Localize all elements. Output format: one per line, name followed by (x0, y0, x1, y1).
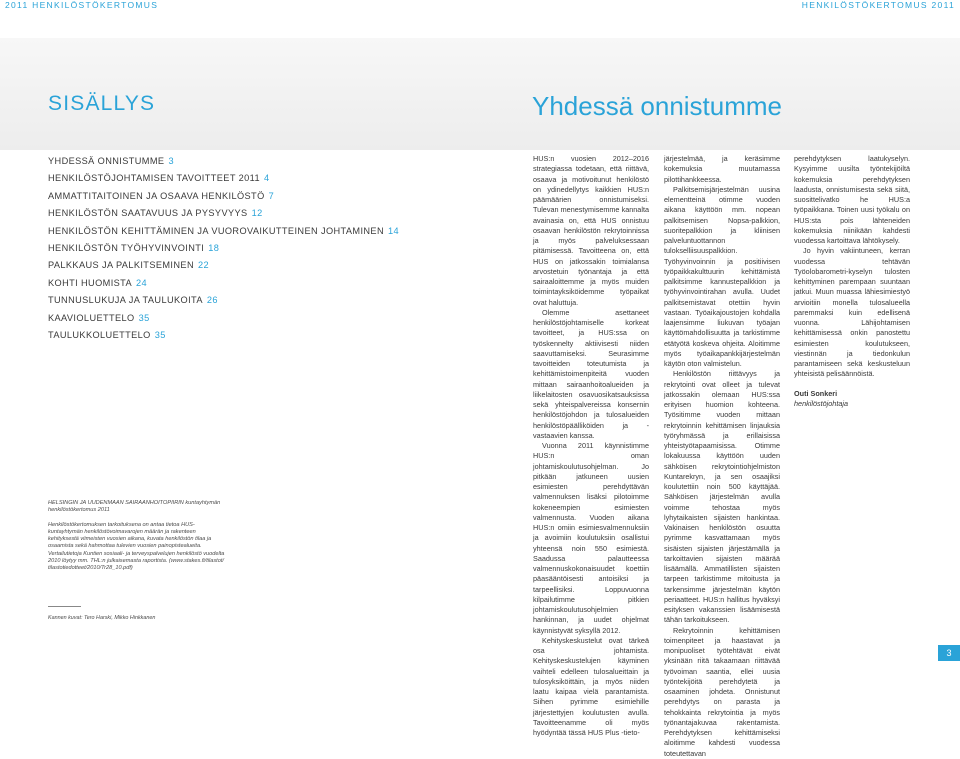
publication-info (48, 500, 228, 580)
toc-item[interactable] (48, 295, 348, 312)
article-paragraph: järjestelmää, ja keräsimme kokemuksia muutamassa pilottihankkeessa. (664, 154, 780, 184)
toc-item-page: 35 (138, 312, 150, 323)
article-paragraph: Henkilöstön riittävyys ja rekrytointi ovat olleet ja tulevat jatkossakin olemaan HUS:ssa erityisen huomion kohteena. Työsitimme vuoden mittaan rekrytoinnin kehittämisen linjauksia työryhmässä ja erillaisissa yhteistyötapaamisissa. Otimme lokakuussa käyttöön uuden sähköisen rekrytointiohjelmiston Kuntarekryn, ja sen osaajiksi koulutettiin noin 500 käyttäjää. Sähköisen järjestelmän avulla voimme tehostaa myös lyhytaikaisten sijaisten hankintaa. Vakinaisen henkilöstön osuutta pyrimme kasvattamaan myös sisäisten sijaisten järjestämällä ja tarkoittavien sijaisten määrää lisäämällä. Ammatillisten sijaisten tarpeen tarkistimme mitoitusta ja tarkensimme järjestelmän käytön periaatteet. HUS:n hallitus hyväksyi esityksen vakanssien lisäämisestä tähän tarkoitukseen. (664, 369, 780, 625)
article-paragraph: Olemme asettaneet henkilöstöjohtamiselle korkeat tavoitteet, ja HUS:ssa on työskennelty aktiivisesti niiden saavuttamiseksi. Seurasimme tavoitteiden toteutumista ja kehittämistoimenpiteitä vuoden mittaan sairaanhoitoalueiden ja liikelaitosten osavuosikatsauksissa sekä yhteispalvereissa konsernin henkilöstöjohdon ja tulosalueiden henkilöstöpäälliköiden ja -vastaavien kanssa. (533, 307, 649, 440)
article-column-3 (794, 154, 910, 409)
toc-item-label: HENKILÖSTÖN SAATAVUUS JA PYSYVYYS (48, 208, 248, 219)
toc-item-page: 24 (136, 277, 148, 288)
article-paragraph: Palkitsemisjärjestelmän uusina elementteinä otimme vuoden aikana käyttöön mm. nopean palkitsemisen Nopsa-palkkion, suoritepalkkion ja kliinisen palveluntuottannon tulokselliisuuspalkkion. Työhyvinvoinnin ja positiivisen työpaikkakulttuurin kehittämistä palkitsimme kannustepalkkion ja työhyvinvointirahan avulla. Uudet palkitsemistavat otettiin hyvin vastaan. Työaikajoustojen kohdalla laajensimme liukuvan työajan käyttömahdollisuutta ja tarkistimme etätyötä koskeva ohjeita. Aloitimme myös työaikapankkijärjestelmän käytön oton valmistelun. (664, 184, 780, 368)
toc-item[interactable] (48, 313, 348, 330)
toc-item[interactable] (48, 330, 348, 347)
toc-item[interactable] (48, 191, 348, 208)
toc-item-page: 26 (206, 295, 218, 306)
article-title: Yhdessä onnistumme (532, 91, 783, 121)
toc-item-label: PALKKAUS JA PALKITSEMINEN (48, 260, 194, 271)
article-paragraph: Kehityskeskustelut ovat tärkeä osa johtamista. Kehityskeskustelujen käyminen vaihteli edelleen tulosalueittain ja tulosyksiköittäin, ja myös niiden laatu kaipaa vielä parantamista. Siihen pyrimme esimiehille järjestettyjen koulutusten avulla. Tavoitteenamme oli myös hyödyntää tässä HUS Plus -tieto- (533, 635, 649, 737)
table-of-contents (48, 156, 400, 347)
toc-item-label: AMMATTITAITOINEN JA OSAAVA HENKILÖSTÖ (48, 190, 265, 201)
article-paragraph: Jo hyvin vakiintuneen, kerran vuodessa tehtävän Työolobarometri-kyselyn tulosten kehittyminen parempaan suuntaan jatkui. Muun muassa lähiesimiestyö arvioitiin monella tulosalueella paremmaksi kuin edellisenä vuonna. Lähijohtamisen kehittämisessä onkin panostettu esimiesten koulutukseen, viestinnän ja tiedonkulun parantamiseen sekä keskusteluun yhteisistä pelisäännöistä. (794, 246, 910, 379)
photo-credit: Kannen kuvat: Tero Harski, Mikko Hinkkanen (48, 615, 156, 621)
toc-item-label: HENKILÖSTÖN TYÖHYVINVOINTI (48, 242, 205, 253)
article-paragraph: Vuonna 2011 käynnistimme HUS:n oman johtamiskoulutusohjelman. Jo pitkään jatkuneen uusien esimiesten perehdyttävän valmennuksen lisäksi pilotoimme kokeneempien esimiesten valmennusta. Vuoden aikana HUS:n omiin esimiesvalmennuksiin ja avoimiin koulutuksiin osallistui yhteensä noin 550 esimiestä. Saadussa palautteessa valmennuskokonaisuudet koettiin päasääntöisesti antoisiksi ja tarpeellisiksi. Loppuvuonna kilpailutimme pitkien johtamiskoulutusohjelmien hankinnan, ja uudet ohjelmat käynnistyvät syksyllä 2012. (533, 441, 649, 635)
toc-item-page: 18 (208, 242, 220, 253)
signature-name: Outi Sonkeri (794, 388, 838, 398)
article-column-1 (533, 154, 649, 738)
toc-item-page: 7 (268, 190, 275, 201)
toc-item-label: HENKILÖSTÖN KEHITTÄMINEN JA VUOROVAIKUTTEINEN JOHTAMINEN (48, 225, 384, 236)
article-paragraph: HUS:n vuosien 2012–2016 strategiassa todetaan, että riittävä, osaava ja motivoitunut henkilöstö on ydinedellytys kaikkien HUS:n päämäärien onnistumiseksi. Tulevan menestymisemme kannalta avainasia on, että HUS onnistuu osaavan henkilöstön rekrytoinnissa ja myös palveluksessaan pitämisessä. Tavoitteena on, että HUS on jatkossakin toimialansa arvostetuin työnantaja ja että sairaaloittemme ja myös muiden toimintayksiköidemme työpaikat ovat haluttuja. (533, 154, 649, 307)
toc-item-label: HENKILÖSTÖJOHTAMISEN TAVOITTEET 2011 (48, 173, 260, 184)
toc-item[interactable] (48, 243, 348, 260)
article-column-2 (664, 154, 780, 759)
divider (48, 606, 81, 607)
toc-item-label: TAULUKKOLUETTELO (48, 329, 151, 340)
toc-item[interactable] (48, 278, 348, 295)
page-number: 3 (938, 645, 960, 661)
toc-item[interactable] (48, 225, 400, 243)
signature-role: henkilöstöjohtaja (794, 398, 849, 408)
toc-item-page: 22 (197, 260, 210, 271)
toc-item-page: 3 (168, 156, 174, 166)
toc-item-label: TUNNUSLUKUJA JA TAULUKOITA (48, 295, 203, 306)
toc-item-label: KOHTI HUOMISTA (48, 277, 133, 288)
publication-info-body: Henkilöstökertomuksen tarkoituksena on antaa tietoa HUS-kuntayhtymän henkilöstövoimavarojen määrän ja rakenteen kehityksestä viimeisten vuosien aikana, kuvata henkilöstön tilaa ja osaamista sekä hahmottaa tulevien vuosien painopistealueita. Vertailutietoja Kuntien sosiaali- ja terveyspalvelujen henkilöstö vuodelta 2010 löytyy mm. THL:n julkaisemasta raportista. (www.stakes.fi/tilastot/ tilastotiedotteet/2010/Tr28_10.pdf) (48, 521, 225, 572)
toc-item-page: 12 (251, 208, 263, 219)
toc-item[interactable] (48, 173, 348, 190)
toc-item-label: YHDESSÄ ONNISTUMME (48, 156, 165, 166)
article-paragraph: perehdytyksen laatukyselyn. Kysyimme uusilta työntekijöiltä kokemuksia perehdytyksen laadusta, onnistumisesta sekä siitä, suosittelivatko he HUS:a työpaikkana. Toinen uusi työkalu on HUS:sta pois lähteneiden kokemuksia niinikään kahdesti vuodessa kartoittava lähtökysely. (794, 154, 910, 245)
toc-item-page: 14 (388, 225, 400, 236)
toc-item[interactable] (48, 260, 348, 277)
article-paragraph: Rekrytoinnin kehittämisen toimenpiteet ja haastavat ja monipuoliset työtehtävät eivät yksinään riitä takaamaan riittävää työvoiman saantia, ellei uusia työntekijöitä perehdytetä ja osaaminen johdeta. Onnistunut perehdytys on parasta ja tehokkainta rekrytointia ja myös työnantajakuvaa rakentamista. Perehdytyksen kehittämiseksi aloitimme kahdesti vuodessa toteutettavan (664, 625, 780, 758)
toc-item[interactable] (48, 156, 348, 173)
toc-item[interactable] (48, 208, 348, 225)
header-left: 2011 HENKILÖSTÖKERTOMUS (5, 0, 159, 10)
publication-info-title: HELSINGIN JA UUDENMAAN SAIRAANHOITOPIIRIN kuntayhtymän henkilöstökertomus 2011 (48, 500, 221, 514)
toc-item-label: KAAVIOLUETTELO (48, 312, 135, 323)
toc-title: SISÄLLYS (48, 92, 156, 115)
header-right: HENKILÖSTÖKERTOMUS 2011 (801, 0, 955, 10)
toc-item-page: 4 (263, 173, 270, 184)
toc-item-page: 35 (154, 329, 166, 340)
